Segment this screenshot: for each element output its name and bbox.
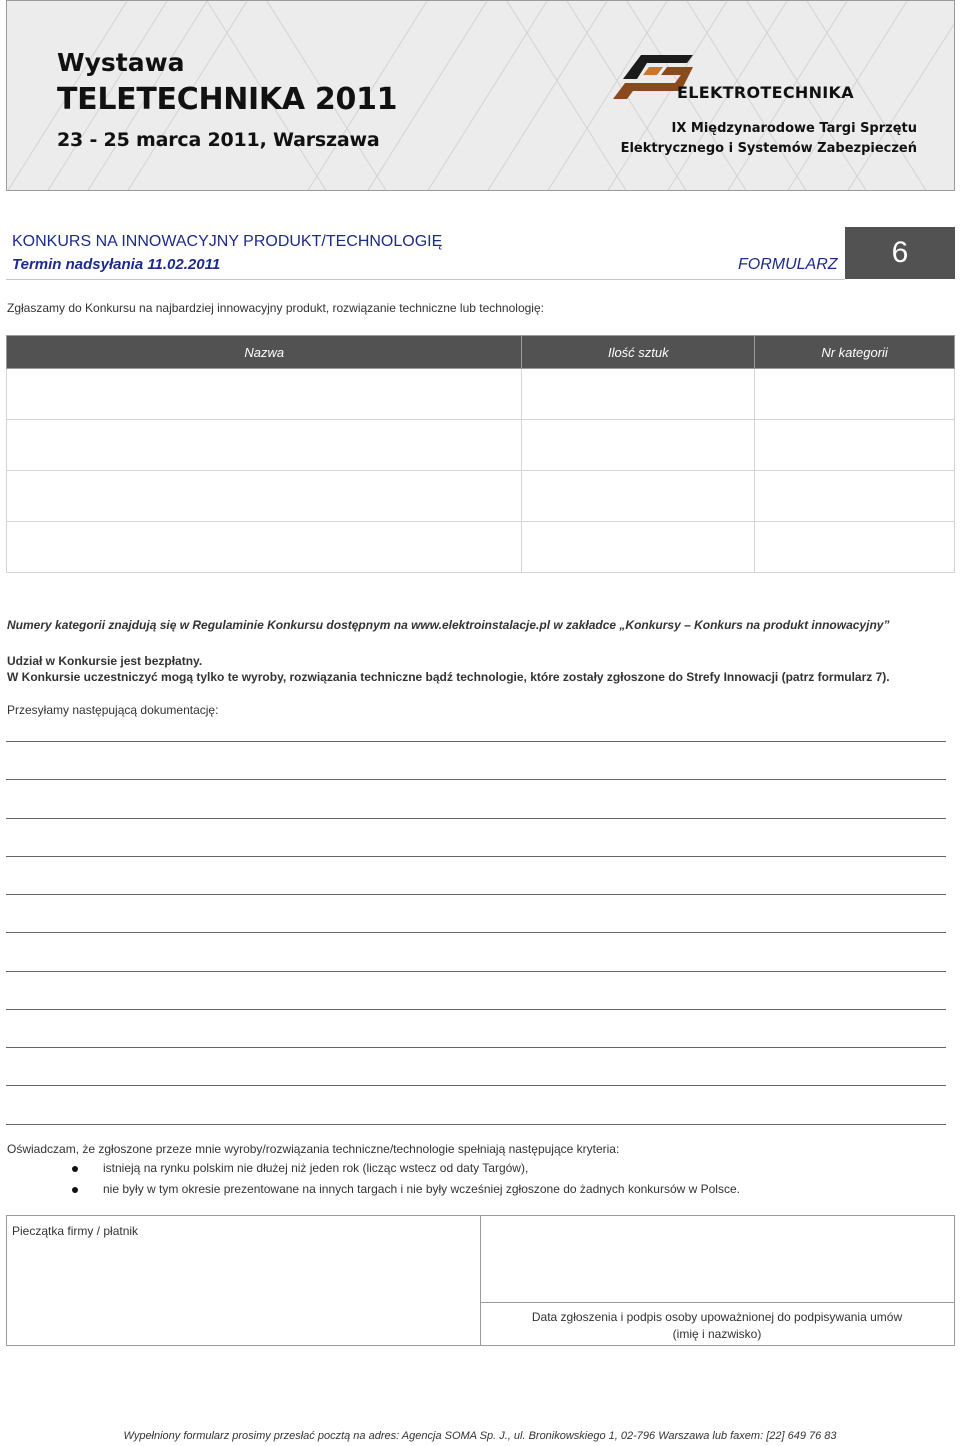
signature-caption-line-2: (imię i nazwisko) — [672, 1327, 762, 1341]
expo-line-3: 23 - 25 marca 2011, Warszawa — [57, 129, 380, 151]
documentation-line[interactable] — [6, 818, 946, 819]
category-cell[interactable] — [755, 471, 955, 522]
column-header-name: Nazwa — [7, 336, 522, 369]
signature-caption-line-1: Data zgłoszenia i podpis osoby upoważnionej do podpisywania umów — [531, 1310, 903, 1324]
documentation-line[interactable] — [6, 894, 946, 895]
documentation-line[interactable] — [6, 932, 946, 933]
fair-name: ELEKTROTECHNIKA — [677, 83, 854, 102]
table-row — [7, 369, 955, 420]
bullet-icon — [72, 1166, 78, 1172]
product-table — [6, 335, 955, 573]
submission-deadline: Termin nadsyłania 11.02.2011 — [12, 256, 221, 273]
signature-divider — [480, 1216, 481, 1345]
signature-caption — [482, 1309, 952, 1343]
fair-subtitle-line-2: Elektrycznego i Systemów Zabezpieczeń — [620, 141, 917, 156]
quantity-cell[interactable] — [522, 420, 755, 471]
name-cell[interactable] — [7, 420, 522, 471]
column-header-quantity: Ilość sztuk — [522, 336, 755, 369]
table-row — [7, 471, 955, 522]
criterion-item: istnieją na rynku polskim nie dłużej niż jeden rok (licząc wstecz od daty Targów), — [103, 1161, 529, 1175]
name-cell[interactable] — [7, 522, 522, 573]
documentation-line[interactable] — [6, 1047, 946, 1048]
header-divider — [6, 279, 845, 280]
signature-line — [481, 1302, 954, 1303]
fair-subtitle-line-1: IX Międzynarodowe Targi Sprzętu — [671, 121, 917, 136]
column-header-category: Nr kategorii — [755, 336, 955, 369]
table-row — [7, 420, 955, 471]
bullet-icon — [72, 1187, 78, 1193]
quantity-cell[interactable] — [522, 471, 755, 522]
footer-note: Wypełniony formularz prosimy przesłać pocztą na adres: Agencja SOMA Sp. J., ul. Bronikowskiego 1, 02-796 Warszawa lub faxem: [22] 649 76 83 — [123, 1430, 837, 1442]
fair-subtitle — [613, 119, 917, 159]
table-row — [7, 522, 955, 573]
form-label: FORMULARZ — [738, 256, 838, 273]
criterion-item: nie były w tym okresie prezentowane na innych targach i nie były wcześniej zgłoszone do żadnych konkursów w Polsce. — [103, 1182, 740, 1196]
documentation-line[interactable] — [6, 741, 946, 742]
name-cell[interactable] — [7, 471, 522, 522]
table-header-row — [7, 336, 955, 369]
quantity-cell[interactable] — [522, 522, 755, 573]
category-note: Numery kategorii znajdują się w Regulaminie Konkursu dostępnym na www.elektroinstalacje.pl w zakładce „Konkursy – Konkurs na produkt innowacyjny” — [7, 618, 890, 632]
documentation-line[interactable] — [6, 1085, 946, 1086]
company-stamp-label: Pieczątka firmy / płatnik — [12, 1224, 139, 1238]
documentation-line[interactable] — [6, 971, 946, 972]
documentation-line[interactable] — [6, 1009, 946, 1010]
expo-title — [57, 47, 397, 159]
header-banner — [6, 0, 955, 191]
form-title: KONKURS NA INNOWACYJNY PRODUKT/TECHNOLOGIĘ — [12, 233, 443, 250]
expo-line-1: Wystawa — [57, 48, 185, 77]
expo-line-2: TELETECHNIKA 2011 — [57, 82, 398, 117]
documentation-line[interactable] — [6, 856, 946, 857]
quantity-cell[interactable] — [522, 369, 755, 420]
documentation-line[interactable] — [6, 779, 946, 780]
signature-box — [6, 1215, 955, 1346]
documentation-label: Przesyłamy następującą dokumentację: — [7, 703, 219, 717]
declaration-text: Oświadczam, że zgłoszone przeze mnie wyroby/rozwiązania techniczne/technologie spełniają następujące kryteria: — [7, 1142, 620, 1156]
free-participation-note: Udział w Konkursie jest bezpłatny. — [7, 654, 203, 668]
category-cell[interactable] — [755, 369, 955, 420]
form-number-badge: 6 — [845, 227, 955, 279]
intro-text: Zgłaszamy do Konkursu na najbardziej innowacyjny produkt, rozwiązanie techniczne lub technologię: — [7, 301, 544, 315]
name-cell[interactable] — [7, 369, 522, 420]
category-cell[interactable] — [755, 522, 955, 573]
eligibility-note: W Konkursie uczestniczyć mogą tylko te wyroby, rozwiązania techniczne bądź technologie, które zostały zgłoszone do Strefy Innowacji (patrz formularz 7). — [7, 670, 890, 684]
category-cell[interactable] — [755, 420, 955, 471]
documentation-line[interactable] — [6, 1124, 946, 1125]
